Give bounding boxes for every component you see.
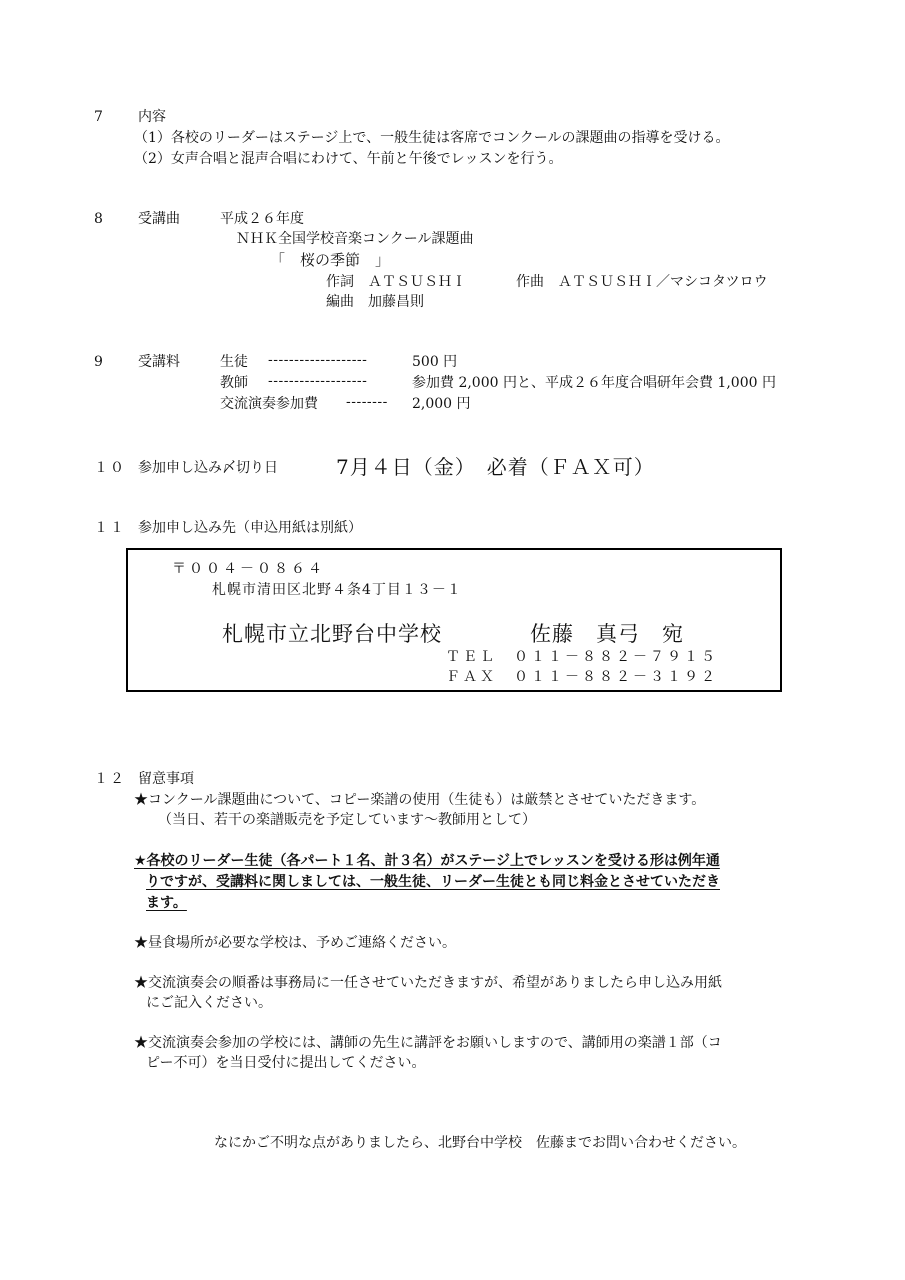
section-7-number: 7 xyxy=(94,109,103,125)
recipient-name: 佐藤 真弓 宛 xyxy=(530,622,684,646)
fee-exchange-leader: -------- xyxy=(346,394,388,410)
fee-exchange-amount: 2,000 円 xyxy=(412,396,471,412)
section-8-composer: 作曲 ＡＴＳＵＳＨＩ／マシコタツロウ xyxy=(516,274,768,290)
section-12-title: 留意事項 xyxy=(138,771,194,787)
fee-exchange-label: 交流演奏参加費 xyxy=(220,396,318,412)
section-11-title: 参加申し込み先（申込用紙は別紙） xyxy=(138,520,362,536)
section-8-contest: ＮＨＫ全国学校音楽コンクール課題曲 xyxy=(236,231,474,247)
note-5-line-1: ★交流演奏会参加の学校には、講師の先生に講評をお願いしますので、講師用の楽譜１部（コ xyxy=(134,1035,722,1051)
note-1-line-2: （当日、若干の楽譜販売を予定しています～教師用として） xyxy=(158,812,536,828)
section-11-number: １１ xyxy=(94,520,126,536)
fee-teacher-leader: ------------------- xyxy=(268,373,368,389)
section-8-lyrics: 作詞 ＡＴＳＵＳＨＩ xyxy=(326,274,466,290)
fee-teacher-amount: 参加費 2,000 円と、平成２６年度合唱研年会費 1,000 円 xyxy=(412,375,776,391)
contact-note: なにかご不明な点がありましたら、北野台中学校 佐藤までお問い合わせください。 xyxy=(214,1135,746,1151)
deadline-date: 7月４日（金） 必着（ＦＡＸ可） xyxy=(336,455,655,479)
fax-number: ＦＡＸ ０１１－８８２－３１９２ xyxy=(446,669,718,685)
note-2-line-2: りですが、受講料に関しましては、一般生徒、リーダー生徒とも同じ料金とさせていただき xyxy=(146,874,720,890)
fee-student-amount: 500 円 xyxy=(412,354,458,370)
section-8-number: 8 xyxy=(94,211,103,227)
school-name: 札幌市立北野台中学校 xyxy=(222,622,442,646)
section-7-title: 内容 xyxy=(138,109,166,125)
note-1-line-1: ★コンクール課題曲について、コピー楽譜の使用（生徒も）は厳禁とさせていただきます。 xyxy=(134,792,706,808)
note-4-line-2: にご記入ください。 xyxy=(146,995,272,1011)
note-4-line-1: ★交流演奏会の順番は事務局に一任させていただきますが、希望がありましたら申し込み用紙 xyxy=(134,975,722,991)
note-5-line-2: ピー不可）を当日受付に提出してください。 xyxy=(146,1055,426,1071)
fee-student-label: 生徒 xyxy=(220,354,248,370)
section-12-number: １２ xyxy=(94,771,126,787)
fee-student-leader: ------------------- xyxy=(268,352,368,368)
fee-teacher-label: 教師 xyxy=(220,375,248,391)
phone-number: ＴＥＬ ０１１－８８２－７９１５ xyxy=(446,649,718,665)
section-10-number: １０ xyxy=(94,460,126,476)
section-7-line-1: （1）各校のリーダーはステージ上で、一般生徒は客席でコンクールの課題曲の指導を受ける。 xyxy=(134,130,730,146)
street-address: 札幌市清田区北野４条4丁目１３－１ xyxy=(212,582,462,598)
note-3-line-1: ★昼食場所が必要な学校は、予めご連絡ください。 xyxy=(134,935,456,951)
section-8-year: 平成２６年度 xyxy=(220,211,304,227)
note-2-line-3: ます。 xyxy=(146,895,187,911)
section-9-number: 9 xyxy=(94,354,103,370)
note-2-line-1: ★各校のリーダー生徒（各パート１名、計３名）がステージ上でレッスンを受ける形は例年通 xyxy=(134,853,720,869)
postal-code: 〒００４－０８６４ xyxy=(172,561,325,577)
section-7-line-2: （2）女声合唱と混声合唱にわけて、午前と午後でレッスンを行う。 xyxy=(134,151,563,167)
section-8-song-title: 「 桜の季節 」 xyxy=(270,251,391,269)
section-8-arranger: 編曲 加藤昌則 xyxy=(326,294,424,310)
section-9-title: 受講料 xyxy=(138,354,180,370)
section-10-title: 参加申し込み〆切り日 xyxy=(138,460,278,476)
section-8-title: 受講曲 xyxy=(138,211,180,227)
